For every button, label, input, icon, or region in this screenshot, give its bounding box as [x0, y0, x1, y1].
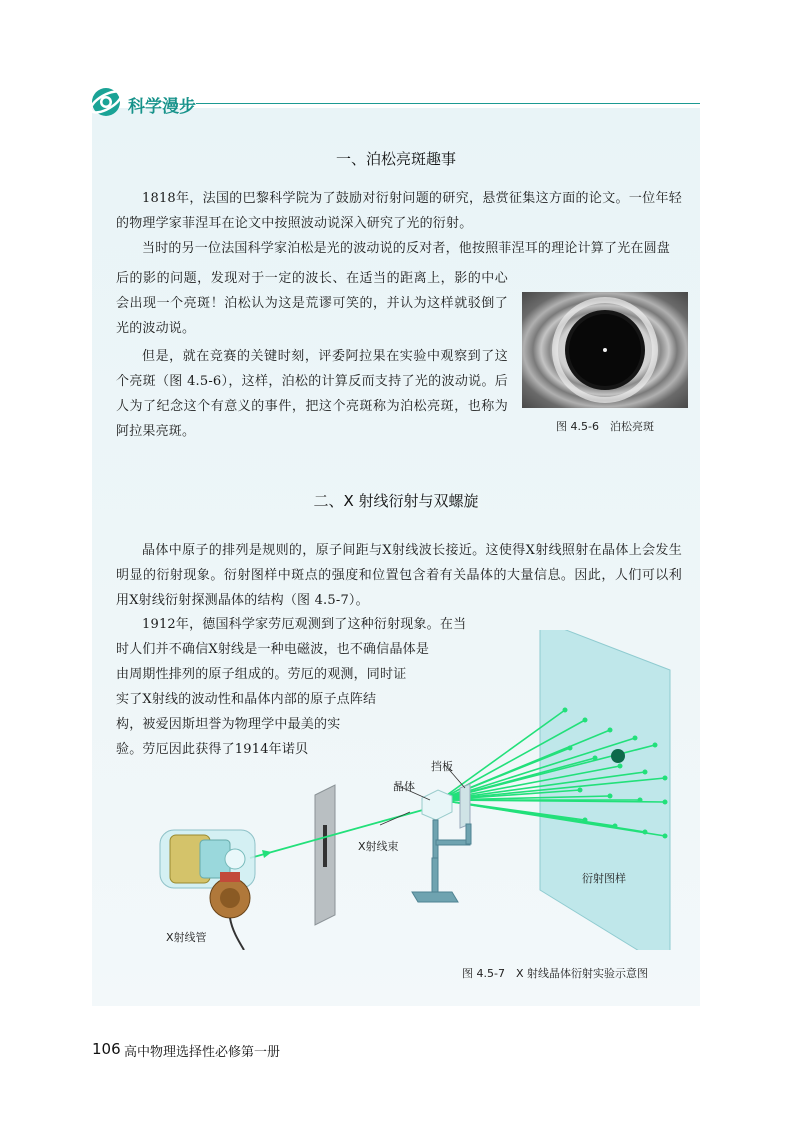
label-xray-beam: X射线束 — [358, 840, 399, 853]
section2-paragraph-1: 晶体中原子的排列是规则的，原子间距与X射线波长接近。这使得X射线照射在晶体上会发生明显的衍射现象。衍射图样中斑点的强度和位置包含着有关晶体的大量信息。因此，人们可以利用X射线衍射探测晶体的结构（图 4.5-7）。 — [116, 543, 682, 608]
xray-beam — [250, 808, 430, 858]
page-number: 106 — [92, 1040, 121, 1058]
section2-title: 二、X 射线衍射与双螺旋 — [313, 492, 479, 510]
section1-paragraph-3: 但是，就在竞赛的关键时刻，评委阿拉果在实验中观察到了这个亮斑（图 4.5-6），这样，泊松的计算反而支持了光的波动说。后人为了纪念这个有意义的事件，把这个亮斑称为泊松亮斑，也称为阿拉果亮斑。 — [116, 349, 508, 439]
book-title: 高中物理选择性必修第一册 — [124, 1045, 281, 1060]
figure-caption-4-5-7: 图 4.5-7 X 射线晶体衍射实验示意图 — [462, 967, 648, 980]
text-line: 实了X射线的波动性和晶体内部的原子点阵结 — [116, 692, 377, 707]
section1-title: 一、泊松亮斑趣事 — [335, 150, 456, 168]
diffraction-screen — [540, 630, 670, 950]
text-line: 验。劳厄因此获得了1914年诺贝 — [116, 742, 309, 757]
text-line: 构，被爱因斯坦誉为物理学中最美的实 — [116, 717, 341, 732]
label-xray-tube: X射线管 — [166, 931, 207, 944]
central-spot — [611, 749, 625, 763]
xray-diffraction-diagram — [140, 630, 700, 950]
crystal — [422, 790, 452, 820]
section1-paragraph-2b: 后的影的问题，发现对于一定的波长、在适当的距离上，影的中心会出现一个亮斑！泊松认为这是荒谬可笑的，并认为这样就驳倒了光的波动说。 — [116, 271, 508, 336]
label-crystal: 晶体 — [393, 780, 415, 793]
label-baffle: 挡板 — [431, 760, 453, 773]
science-logo-icon — [88, 84, 124, 120]
text-line: 由周期性排列的原子组成的。劳厄的观测，同时证 — [116, 667, 407, 682]
poisson-spot-image — [522, 292, 688, 408]
text-line: 1912年，德国科学家劳厄观测到了这种衍射现象。在当 — [142, 617, 467, 632]
label-diffraction-pattern: 衍射图样 — [582, 872, 626, 885]
crystal-stand — [412, 820, 471, 902]
header-rule — [196, 103, 700, 104]
section1-paragraph-2a: 当时的另一位法国科学家泊松是光的波动说的反对者，他按照菲涅耳的理论计算了光在圆盘 — [142, 241, 671, 256]
section1-paragraph-1: 1818年，法国的巴黎科学院为了鼓励对衍射问题的研究，悬赏征集这方面的论文。一位年轻的物理学家菲涅耳在论文中按照波动说深入研究了光的衍射。 — [116, 191, 682, 231]
section-label: 科学漫步 — [128, 97, 196, 117]
baffle — [460, 784, 470, 828]
figure-caption-4-5-6: 图 4.5-6 泊松亮斑 — [556, 420, 654, 433]
text-line: 时人们并不确信X射线是一种电磁波，也不确信晶体是 — [116, 642, 430, 657]
